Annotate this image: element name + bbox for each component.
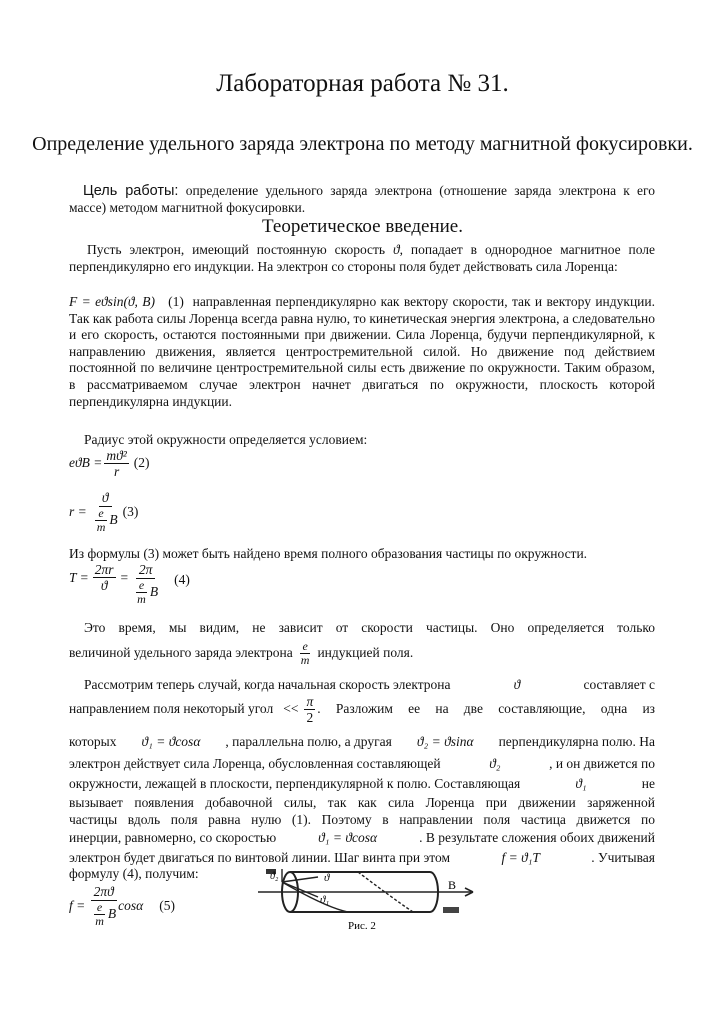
eq5-em-fraction <box>93 901 106 928</box>
eq4-f1-denominator: ϑ <box>100 578 108 593</box>
subtitle-text: Определение удельного заряда электрона по методу магнитной фокусировки. <box>32 133 693 155</box>
p2-l9-b: . Учитывая <box>591 850 655 865</box>
goal-label: Цель работы: <box>83 183 179 199</box>
equation-1: F = eϑsin(ϑ, B) <box>69 294 156 309</box>
p2-l3-b: , параллельна полю, а другая <box>225 734 392 749</box>
sc-m: m <box>300 653 310 667</box>
sc-e: e <box>302 639 308 653</box>
label-B: B <box>448 878 457 892</box>
p2-l2-a: направлением поля некоторый угол <box>69 701 274 717</box>
p2-l3-eq1: ϑ₁ = ϑcosα <box>141 734 201 749</box>
label-v: ϑ <box>324 872 330 884</box>
intro-text-a: Пусть электрон, имеющий постоянную скорость <box>87 242 386 257</box>
velocity-v1-vector <box>282 882 318 897</box>
eq5-m: m <box>95 914 104 928</box>
p2-l4-v2: ϑ₂ <box>489 756 501 771</box>
time-text-line1: Это время, мы видим, не зависит от скорости частицы. Оно определяется только <box>84 620 655 635</box>
eq3-e: e <box>95 507 106 521</box>
eq5-denominator <box>89 901 118 928</box>
goal-text: определение удельного заряда электрона (отношение заряда электрона к его массе) методом магнитной фокусировки. <box>69 183 656 215</box>
p2-l5-b: не <box>641 776 655 791</box>
specific-charge-fraction <box>299 640 312 667</box>
lorentz-text: направленная перпендикулярно как вектору скорости, так и вектору индукции. Так как работа силы Лоренца всегда равна нулю, то кинетическая энергия электрона, а следовательно и его скорость, остаются постоянными при движении. Сила Лоренца, будучи перпендикулярной, к направлению движения, является центростремительной силой. Но движение под действием постоянной по величине центростремительной силы есть движение по окружности. Таким образом, в рассматриваемом случае электрон начнет двигаться по окружности, плоскость которой перпендикулярна индукции. <box>69 294 656 409</box>
p2-l1-b: составляет с <box>583 677 655 692</box>
eq4-fraction-2 <box>131 562 160 606</box>
para2-line2 <box>69 694 655 725</box>
para2-line7: частицы вдоль поля равна нулю (1). Поэтому в направлении поля частица движется по <box>69 812 655 827</box>
eq3-numerator: ϑ <box>99 490 112 507</box>
eq3-denominator <box>91 507 120 534</box>
eq4-lhs: T = <box>69 570 89 585</box>
page-title: Лабораторная работа № 31. <box>216 70 509 97</box>
equation-4 <box>69 562 190 606</box>
eq5-lhs: f = <box>69 897 86 913</box>
p2-l4-a: электрон действует сила Лоренца, обусловленная составляющей <box>69 756 441 771</box>
intro-paragraph <box>69 242 655 275</box>
eq3-number: (3) <box>122 503 139 519</box>
eq2-denominator: r <box>113 464 120 479</box>
eq4-e: e <box>136 579 147 593</box>
eq3-B: B <box>109 512 118 528</box>
p2-l2-lt: << <box>283 701 299 717</box>
eq3-lhs: r = <box>69 503 87 519</box>
lorentz-paragraph <box>69 294 655 410</box>
eq5-B: B <box>107 906 117 922</box>
eq4-f1-numerator: 2πr <box>94 562 114 577</box>
time-text-line2 <box>69 640 413 667</box>
eq3-em-fraction <box>95 507 108 534</box>
p2-l5-a: окружности, лежащей в плоскости, перпендикулярной к полю. Составляющая <box>69 776 521 791</box>
eq4-f2-numerator: 2π <box>136 562 156 579</box>
p2-l3-a: которых <box>69 734 117 749</box>
p2-l3-c: перпендикулярна полю. На <box>498 734 655 749</box>
eq4-em-fraction <box>135 579 148 606</box>
figure-2 <box>248 867 481 937</box>
page-subtitle <box>0 132 725 156</box>
eq4-number: (4) <box>174 572 190 587</box>
eq2-fraction <box>104 448 128 479</box>
eq3-m: m <box>96 520 106 534</box>
p2-l3-eq2: ϑ₂ = ϑsinα <box>416 734 474 749</box>
eq2-numerator: mϑ² <box>106 448 127 463</box>
label-v1: ϑ₁ <box>320 894 330 906</box>
intro-text-b: , попадает в однородное магнитное поле перпендикулярно его индукции. На электрон со стороны поля будет действовать сила Лоренца: <box>69 242 656 274</box>
velocity-vector <box>282 877 318 882</box>
para2-line4 <box>69 756 655 773</box>
p2-l1-a: Рассмотрим теперь случай, когда начальная скорость электрона <box>84 677 451 692</box>
p2-l4-b: , и он движется по <box>549 756 655 771</box>
p2-l8-eq: ϑ₁ = ϑcosα <box>318 830 378 845</box>
time-text-a: величиной удельного заряда электрона <box>69 645 293 661</box>
goal-paragraph <box>69 183 655 216</box>
scan-noise <box>443 907 459 913</box>
eq5-e: e <box>94 901 105 915</box>
helix-diagram <box>248 867 481 937</box>
p2-l1-v: ϑ <box>513 677 521 692</box>
eq4-f2-denominator <box>131 579 160 606</box>
p2-l8-a: инерции, равномерно, со скоростью <box>69 830 277 845</box>
para2-line3 <box>69 734 655 751</box>
para2-line8 <box>69 830 655 847</box>
figure-caption: Рис. 2 <box>348 920 376 932</box>
p2-l8-b: . В результате сложения обоих движений <box>419 830 655 845</box>
para2-line1 <box>84 677 655 694</box>
eq5-numerator: 2πϑ <box>91 884 117 901</box>
p2-l5-v1: ϑ₁ <box>575 776 587 791</box>
eq5-fraction <box>89 884 118 928</box>
para2-line10: формулу (4), получим: <box>69 866 199 881</box>
eq4-equals: = <box>120 570 129 585</box>
eq5-cos: cosα <box>118 897 144 913</box>
eq4-fraction-1 <box>93 562 116 593</box>
equation-5 <box>69 884 175 928</box>
para2-line6: вызывает появления добавочной силы, так как сила Лоренца при движении заряженной <box>69 795 655 810</box>
eq3-fraction <box>91 490 120 534</box>
p2-l9-eq: f = ϑ₁T <box>501 850 540 865</box>
para2-line5 <box>69 776 655 793</box>
radius-text: Радиус этой окружности определяется условием: <box>84 432 368 447</box>
label-v2: ϑ₂ <box>270 871 279 882</box>
time-text-b: индукцией поля. <box>317 645 414 661</box>
equation-3 <box>69 490 138 534</box>
eq4-m: m <box>137 592 146 606</box>
equation-1-number: (1) <box>168 294 184 309</box>
para2-line9 <box>69 850 655 867</box>
equation-2 <box>69 448 150 479</box>
section-title: Теоретическое введение. <box>262 216 463 237</box>
p2-l2-fraction <box>304 694 315 725</box>
period-text: Из формулы (3) может быть найдено время полного образования частицы по окружности. <box>69 546 588 561</box>
eq4-B: B <box>149 584 159 600</box>
p2-l9-a: электрон будет двигаться по винтовой линии. Шаг винта при этом <box>69 850 451 865</box>
eq2-lhs: eϑB = <box>69 455 103 471</box>
p2-two: 2 <box>306 710 314 725</box>
p2-pi: π <box>306 694 314 709</box>
p2-l2-b: . Разложим ее на две составляющие, одна из <box>317 701 655 717</box>
velocity-symbol: ϑ <box>392 242 400 257</box>
eq2-number: (2) <box>133 455 150 471</box>
eq5-number: (5) <box>159 897 176 913</box>
